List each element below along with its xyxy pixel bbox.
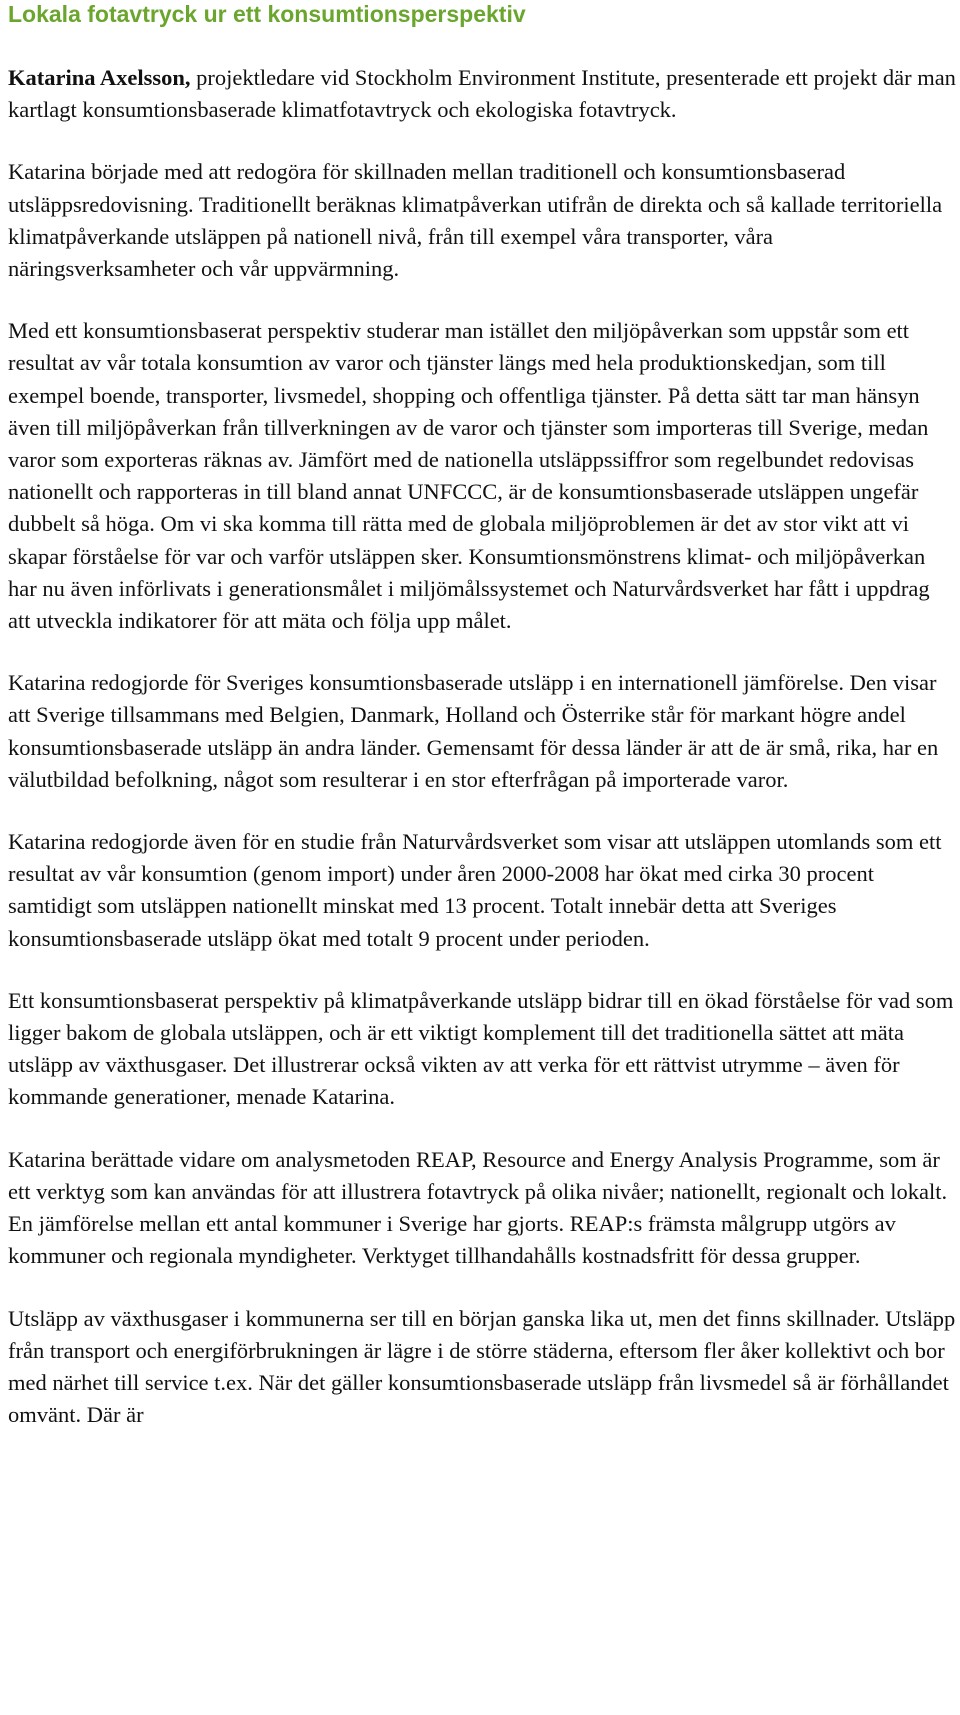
page-title: Lokala fotavtryck ur ett konsumtionsperspektiv	[8, 1, 526, 27]
paragraph: Med ett konsumtionsbaserat perspektiv studerar man istället den miljöpåverkan som uppstår som ett resultat av vår totala konsumtion av varor och tjänster längs med hela produktionskedjan, som till exempel boende, transporter, livsmedel, shopping och offentliga tjänster. På detta sätt tar man hänsyn även till miljöpåverkan från tillverkningen av de varor och tjänster som importeras till Sverige, medan varor som exporteras räknas av. Jämfört med de nationella utsläppssiffror som regelbundet redovisas nationellt och rapporteras in till bland annat UNFCCC, är de konsumtionsbaserade utsläppen ungefär dubbelt så höga. Om vi ska komma till rätta med de globala miljöproblemen är det av stor vikt att vi skapar förståelse för var och varför utsläppen sker. Konsumtionsmönstrens klimat- och miljöpåverkan har nu även införlivats i generationsmålet i miljömålssystemet och Naturvårdsverket har fått i uppdrag att utveckla indikatorer för att mäta och följa upp målet.	[8, 318, 930, 634]
paragraph: Ett konsumtionsbaserat perspektiv på klimatpåverkande utsläpp bidrar till en ökad förståelse för vad som ligger bakom de globala utsläppen, och är ett viktigt komplement till det traditionella sättet att mäta utsläpp av växthusgaser. Det illustrerar också vikten av att verka för ett rättvist utrymme – även för kommande generationer, menade Katarina.	[8, 987, 954, 1110]
paragraph: Katarina redogjorde för Sveriges konsumtionsbaserade utsläpp i en internationell jämförelse. Den visar att Sverige tillsammans med Belgien, Danmark, Holland och Österrike står för markant högre andel konsumtionsbaserade utsläpp än andra länder. Gemensamt för dessa länder är att de är små, rika, har en välutbildad befolkning, något som resulterar i en stor efterfrågan på importerade varor.	[8, 670, 939, 792]
paragraph: Katarina började med att redogöra för skillnaden mellan traditionell och konsumtionsbaserad utsläppsredovisning. Traditionellt beräknas klimatpåverkan utifrån de direkta och så kallade territoriella klimatpåverkande utsläppen på nationell nivå, från till exempel våra transporter, våra näringsverksamheter och vår uppvärmning.	[8, 159, 943, 282]
intro-text: projektledare vid Stockholm Environment Institute, presenterade ett projekt där man kartlagt konsumtionsbaserade klimatfotavtryck och ekologiska fotavtryck.	[8, 65, 956, 123]
author-name: Katarina Axelsson,	[8, 65, 191, 90]
paragraph: Utsläpp av växthusgaser i kommunerna ser till en början ganska lika ut, men det finns skillnader. Utsläpp från transport och energiförbrukningen är lägre i de större städerna, eftersom fler åker kollektivt och bor med närhet till service t.ex. När det gäller konsumtionsbaserade utsläpp från livsmedel så är förhållandet omvänt. Där är	[8, 1305, 956, 1428]
intro-paragraph	[8, 62, 956, 126]
document-page	[8, 0, 956, 1431]
paragraph: Katarina redogjorde även för en studie från Naturvårdsverket som visar att utsläppen utomlands som ett resultat av vår konsumtion (genom import) under åren 2000-2008 har ökat med cirka 30 procent samtidigt som utsläppen nationellt minskat med 13 procent. Totalt innebär detta att Sveriges konsumtionsbaserade utsläpp ökat med totalt 9 procent under perioden.	[8, 829, 942, 951]
paragraph: Katarina berättade vidare om analysmetoden REAP, Resource and Energy Analysis Programme, som är ett verktyg som kan användas för att illustrera fotavtryck på olika nivåer; nationellt, regionalt och lokalt. En jämförelse mellan ett antal kommuner i Sverige har gjorts. REAP:s främsta målgrupp utgörs av kommuner och regionala myndigheter. Verktyget tillhandahålls kostnadsfritt för dessa grupper.	[8, 1146, 948, 1269]
